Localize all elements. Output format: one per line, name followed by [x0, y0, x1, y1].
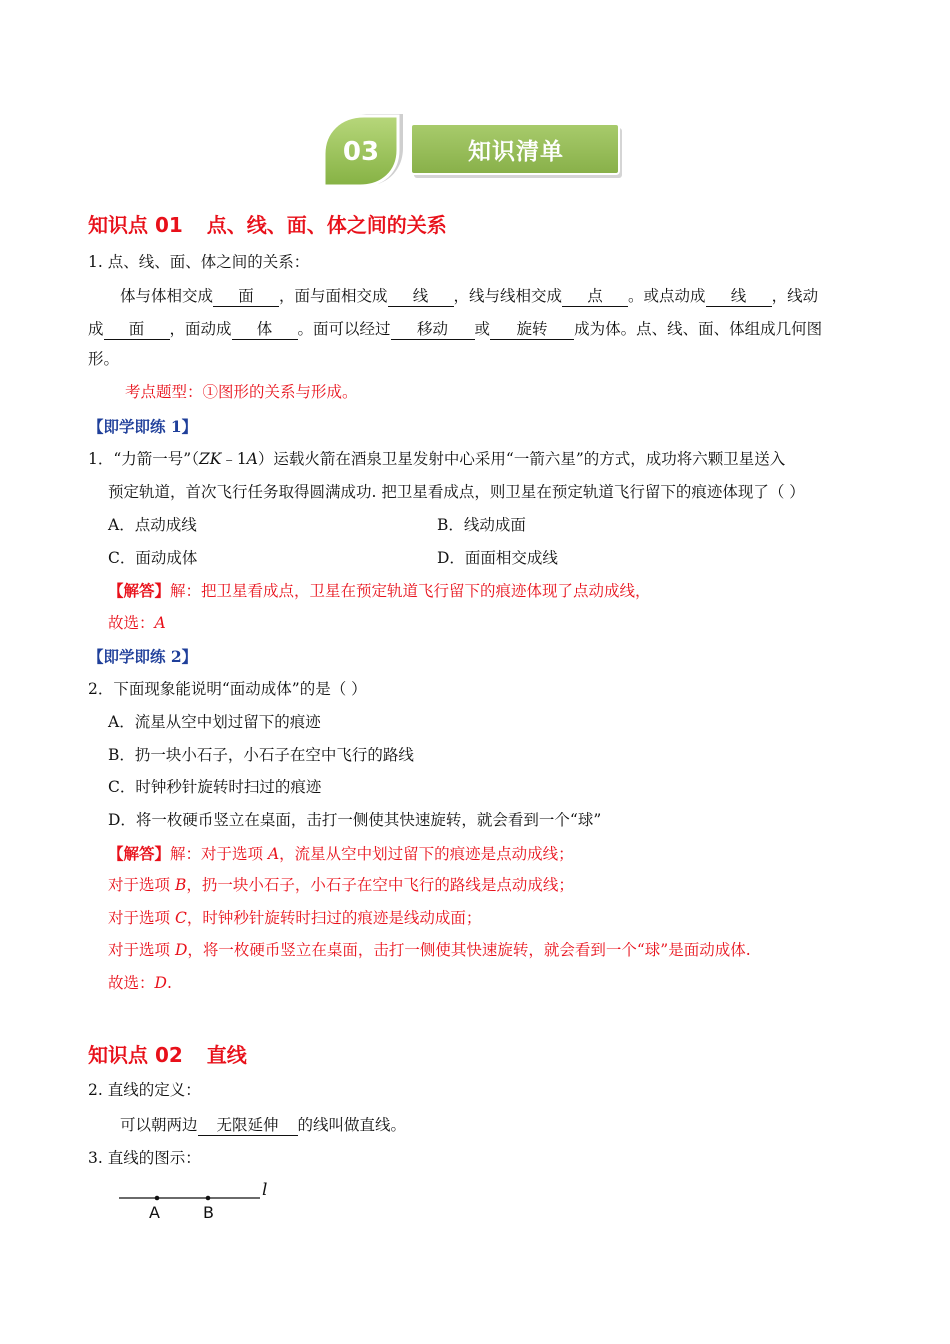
exercise-tag-1: 【即学即练 1】 — [88, 417, 198, 436]
option-c: C．时钟秒针旋转时扫过的痕迹 — [108, 778, 322, 796]
answer-2-line-3: 对于选项 C，时钟秒针旋转时扫过的痕迹是线动成面； — [108, 909, 482, 927]
blank-definition: 无限延伸 — [198, 1117, 298, 1136]
option-c: C．面动成体 — [108, 549, 198, 567]
banner-number: 03 — [342, 137, 380, 167]
option-d: D．面面相交成线 — [437, 549, 558, 567]
answer-1-choice: 故选：A — [108, 614, 166, 632]
blank-5: 面 — [104, 321, 170, 340]
section-heading-2 — [88, 1039, 247, 1068]
item-3-label: 3. 直线的图示： — [88, 1149, 201, 1167]
paragraph-line-1: 体与体相交成 面 ，面与面相交成 线 ，线与线相交成 点 。或点动成 线 ，线动 — [120, 287, 819, 305]
section-heading-num: 知识点 01 — [88, 213, 183, 237]
blank-4: 线 — [706, 288, 772, 307]
blank-6: 体 — [232, 321, 298, 340]
kaodian-note: 考点题型：①图形的关系与形成。 — [125, 383, 358, 401]
section-heading-title: 直线 — [206, 1043, 247, 1067]
answer-1: 【解答】解：把卫星看成点，卫星在预定轨道飞行留下的痕迹体现了点动成线， — [108, 581, 651, 600]
point-b-label: B — [203, 1203, 214, 1222]
blank-3: 点 — [562, 288, 628, 307]
answer-tag: 【解答】 — [108, 844, 171, 863]
section-heading-1 — [88, 209, 447, 238]
exercise-1-question-line-1: 1．“力箭一号”（ZK﹣1A）运载火箭在酒泉卫星发射中心采用“一箭六星”的方式，成功将六颗卫星送入 — [88, 450, 786, 468]
blank-7: 移动 — [391, 321, 475, 340]
section-heading-title: 点、线、面、体之间的关系 — [206, 213, 447, 237]
option-d: D．将一枚硬币竖立在桌面，击打一侧使其快速旋转，就会看到一个“球” — [108, 811, 602, 829]
blank-2: 线 — [388, 288, 454, 307]
option-b: B．线动成面 — [437, 516, 526, 534]
blank-8: 旋转 — [490, 321, 574, 340]
exercise-2-question: 2．下面现象能说明“面动成体”的是（ ） — [88, 680, 367, 698]
banner-title: 知识清单 — [468, 139, 564, 165]
definition-line: 可以朝两边 无限延伸 的线叫做直线。 — [120, 1116, 407, 1134]
item-2-label: 2. 直线的定义： — [88, 1081, 201, 1099]
option-a: A．点动成线 — [108, 516, 197, 534]
exercise-1-question-line-2: 预定轨道，首次飞行任务取得圆满成功. 把卫星看成点，则卫星在预定轨道飞行留下的痕迹体现了（ ） — [108, 483, 805, 501]
answer-2-line-1: 【解答】解：对于选项 A，流星从空中划过留下的痕迹是点动成线； — [108, 844, 574, 863]
blank-1: 面 — [213, 288, 279, 307]
item-1-label: 1. 点、线、面、体之间的关系： — [88, 253, 310, 271]
answer-tag: 【解答】 — [108, 581, 171, 600]
exercise-tag-2: 【即学即练 2】 — [88, 647, 198, 666]
option-b: B．扔一块小石子，小石子在空中飞行的路线 — [108, 746, 414, 764]
point-a-label: A — [149, 1203, 160, 1222]
answer-2-line-2: 对于选项 B，扔一块小石子，小石子在空中飞行的路线是点动成线； — [108, 876, 574, 894]
option-a: A．流星从空中划过留下的痕迹 — [108, 713, 321, 731]
answer-2-choice: 故选：D. — [108, 974, 172, 992]
paragraph-line-3: 形。 — [88, 350, 120, 368]
section-heading-num: 知识点 02 — [88, 1043, 183, 1067]
answer-2-line-4: 对于选项 D，将一枚硬币竖立在桌面，击打一侧使其快速旋转，就会看到一个“球”是面动成体. — [108, 941, 751, 959]
line-label: l — [262, 1180, 268, 1200]
paragraph-line-2: 成 面 ，面动成 体 。面可以经过 移动 或 旋转 成为体。点、线、面、体组成几何图 — [88, 320, 823, 338]
